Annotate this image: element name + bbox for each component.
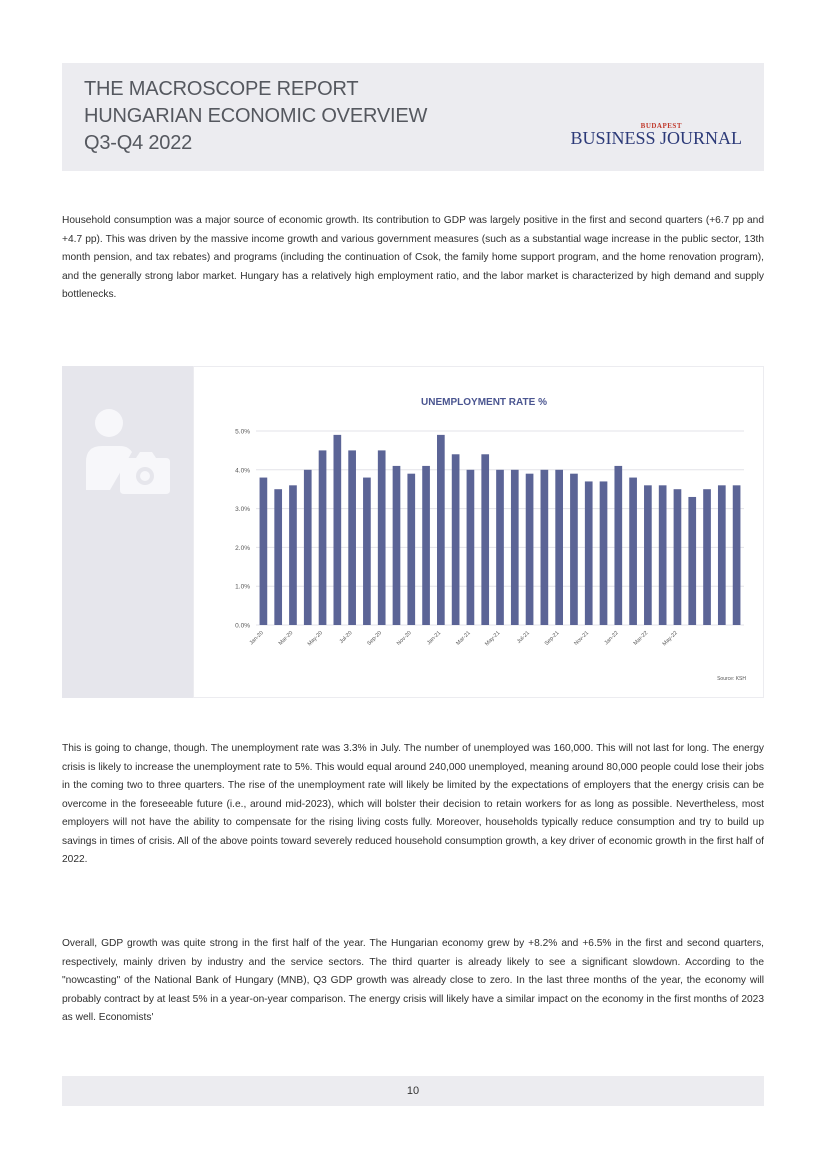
x-tick-label: Jan-21 — [426, 630, 443, 647]
paragraph-2: This is going to change, though. The unemployment rate was 3.3% in July. The number of unemployed was 160,000. This will not last for long. The energy crisis is likely to increase the unemployment rate to 5%. This would equal around 240,000 unemployed, meaning around 80,000 people could lose their jobs in the coming two to three quarters. The rise of the unemployment rate will likely be limited by the expectations of employers that the energy crisis can be overcome in the foreseeable future (i.e., around mid-2023), which will bolster their decision to retain workers for as long as possible. Nevertheless, most employers will not have the ability to compensate for the rising living costs fully. Moreover, households typically reduce consumption and try to build up savings in times of crisis. All of the above points toward severely reduced household consumption growth, a key driver of economic growth in the first half of 2022. — [62, 743, 764, 865]
y-tick-label: 1.0% — [235, 583, 250, 591]
bar-Mar-21 — [467, 470, 475, 625]
x-tick-label: Mar-21 — [455, 630, 472, 647]
y-tick-label: 0.0% — [235, 622, 250, 630]
x-tick-label: Jul-21 — [516, 630, 531, 646]
y-tick-label: 2.0% — [235, 544, 250, 552]
y-tick-label: 3.0% — [235, 506, 250, 514]
bar-Mar-20 — [289, 485, 297, 625]
bar-Jun-21 — [511, 470, 519, 625]
bar-Mar-22 — [644, 485, 652, 625]
page-number: 10 — [406, 1085, 420, 1097]
x-tick-label: May-20 — [306, 630, 324, 648]
paragraph-3: Overall, GDP growth was quite strong in the first half of the year. The Hungarian economy grew by +8.2% and +6.5% in the first and second quarters, respectively, mainly driven by industry and the service sectors. The third quarter is already likely to see a significant slowdown. According to the "nowcasting" of the National Bank of Hungary (MNB), Q3 GDP growth was already close to zero. In the last three months of the year, the economy will probably contract by at least 5% in a year-on-year comparison. The energy crisis will likely have a similar impact on the economy in the first months of 2023 as well. Economists' — [62, 938, 764, 1023]
bar-Sep-21 — [555, 470, 563, 625]
publisher-logo — [570, 122, 742, 149]
x-tick-label: Jan-22 — [603, 630, 620, 647]
chart-side-panel — [62, 366, 193, 698]
report-title-line-1: THE MACROSCOPE REPORT — [84, 78, 359, 100]
bar-Aug-22 — [718, 485, 726, 625]
bar-Jul-21 — [526, 474, 534, 625]
bar-May-20 — [319, 450, 327, 625]
x-tick-label: May-21 — [484, 630, 502, 648]
bar-May-21 — [496, 470, 504, 625]
bar-Jun-20 — [333, 435, 341, 625]
bar-Sep-20 — [378, 450, 386, 625]
bar-Sep-22 — [733, 485, 741, 625]
page-footer — [62, 1076, 764, 1106]
chart-source: Source: KSH — [717, 676, 746, 682]
x-tick-label: Jul-20 — [338, 630, 354, 646]
x-tick-label: May-22 — [661, 630, 679, 648]
bar-Aug-21 — [541, 470, 549, 625]
bar-Nov-21 — [585, 481, 593, 625]
bar-Jan-21 — [437, 435, 445, 625]
bar-Feb-22 — [629, 478, 637, 625]
bar-May-22 — [674, 489, 682, 625]
bar-Feb-21 — [452, 454, 460, 625]
x-tick-label: Sep-20 — [366, 630, 384, 647]
bar-Feb-20 — [274, 489, 282, 625]
x-tick-label: Jan-20 — [248, 630, 265, 647]
y-tick-label: 4.0% — [235, 467, 250, 475]
x-tick-label: Mar-22 — [632, 630, 650, 647]
bar-Aug-20 — [363, 478, 371, 625]
user-chart-icon — [62, 366, 193, 698]
bar-Apr-20 — [304, 470, 312, 625]
bar-Jun-22 — [688, 497, 696, 625]
logo-small-text: BUDAPEST — [640, 122, 682, 130]
bar-Nov-20 — [407, 474, 415, 625]
chart-panel — [62, 366, 764, 698]
bar-Jul-20 — [348, 450, 356, 625]
bar-Oct-21 — [570, 474, 578, 625]
x-tick-label: Sep-21 — [543, 630, 561, 647]
bar-Jan-20 — [260, 478, 268, 625]
bar-Apr-22 — [659, 485, 667, 625]
bar-Dec-21 — [600, 481, 608, 625]
logo-main-text: BUSINESS JOURNAL — [570, 128, 742, 148]
x-tick-label: Nov-21 — [573, 630, 591, 647]
y-tick-label: 5.0% — [235, 428, 250, 436]
x-tick-label: Nov-20 — [395, 630, 413, 647]
report-header — [62, 63, 764, 171]
paragraph-1: Household consumption was a major source of economic growth. Its contribution to GDP was largely positive in the first and second quarters (+6.7 pp and +4.7 pp). This was driven by the massive income growth and various government measures (such as a substantial wage increase in the public sector, 13th month pension, and tax rebates) and programs (including the continuation of Csok, the family home support program, and the home renovation program), and the generally strong labor market. Hungary has a relatively high employment ratio, and the labor market is characterized by high demand and supply bottlenecks. — [62, 215, 764, 300]
bar-Jan-22 — [614, 466, 622, 625]
bar-Oct-20 — [393, 466, 401, 625]
bar-Jul-22 — [703, 489, 711, 625]
chart-title: UNEMPLOYMENT RATE % — [421, 397, 547, 408]
bar-Apr-21 — [481, 454, 489, 625]
report-title-line-3: Q3-Q4 2022 — [84, 132, 193, 154]
unemployment-chart — [194, 367, 763, 697]
bar-Dec-20 — [422, 466, 430, 625]
x-tick-label: Mar-20 — [277, 630, 295, 647]
chart-card — [193, 366, 764, 698]
report-title-line-2: HUNGARIAN ECONOMIC OVERVIEW — [84, 105, 428, 127]
